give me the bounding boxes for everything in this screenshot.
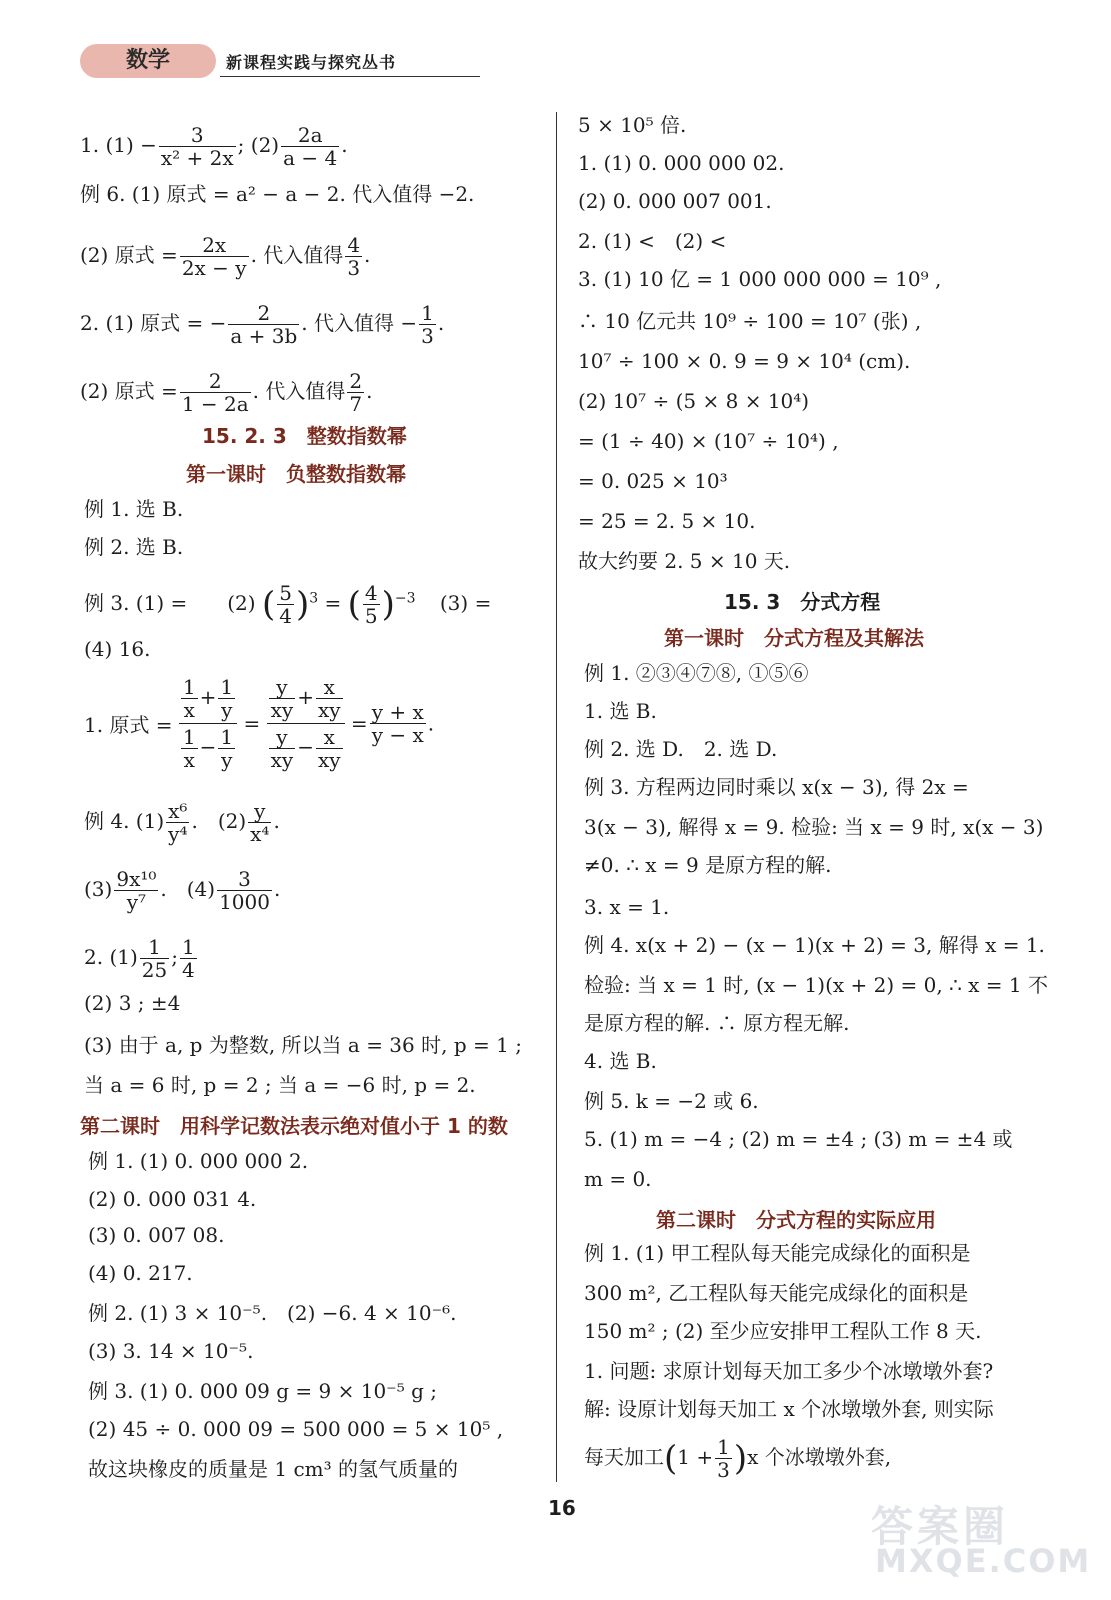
answer-line: 是原方程的解. ∴ 原方程无解. — [584, 1011, 850, 1035]
header-rule — [220, 76, 480, 77]
answer-line: (4) 0. 217. — [88, 1261, 193, 1285]
answer-line: 每天加工(1 + $\frac{1}{3}$ )x 个冰墩墩外套, — [584, 1435, 892, 1482]
answer-line: 2. (1) 原式 = − $\frac{2}{a + 3b}$ . 代入值得 − $\frac{1}{3}$ . — [80, 301, 445, 348]
answer-line: (2) 3 ; ±4 — [84, 991, 181, 1015]
answer-line: 故这块橡皮的质量是 1 cm³ 的氢气质量的 — [88, 1457, 458, 1481]
answer-line: 1. 原式 = $\frac{1}{x}$ + $\frac{1}{y}$ $\frac{1}{x}$ − $\frac{1}{y}$ = $\frac{y}{xy}$ + $\frac{x}{xy}$ $\frac{y}{xy}$ − $\frac{x}{xy}$ = $\frac{y + x}{y - x}$ . — [84, 675, 435, 772]
answer-line: (2) 0. 000 031 4. — [88, 1187, 257, 1211]
answer-line: 故大约要 2. 5 × 10 天. — [578, 549, 791, 573]
answer-line: 例 3. (1) 0. 000 09 g = 9 × 10⁻⁵ g ; — [88, 1379, 438, 1403]
lesson-heading: 第二课时 用科学记数法表示绝对值小于 1 的数 — [80, 1114, 508, 1138]
lesson-heading: 第一课时 负整数指数幂 — [186, 462, 406, 486]
answer-line: 检验: 当 x = 1 时, (x − 1)(x + 2) = 0, ∴ x = 1 不 — [584, 973, 1048, 997]
answer-line: 1. (1) 0. 000 000 02. — [578, 151, 785, 175]
answer-line: (3) 由于 a, p 为整数, 所以当 a = 36 时, p = 1 ; — [84, 1033, 522, 1057]
lesson-heading: 第二课时 分式方程的实际应用 — [656, 1208, 936, 1232]
answer-line: 1. 选 B. — [584, 699, 657, 723]
answer-line: (3) 3. 14 × 10⁻⁵. — [88, 1339, 254, 1363]
answer-line: = 0. 025 × 10³ — [578, 469, 728, 493]
answer-line: 解: 设原计划每天加工 x 个冰墩墩外套, 则实际 — [584, 1397, 994, 1421]
answer-line: (3) 0. 007 08. — [88, 1223, 225, 1247]
answer-line: 当 a = 6 时, p = 2 ; 当 a = −6 时, p = 2. — [84, 1073, 476, 1097]
answer-line: (2) 45 ÷ 0. 000 09 = 500 000 = 5 × 10⁵ , — [88, 1417, 504, 1441]
answer-line: 5 × 10⁵ 倍. — [578, 113, 687, 137]
answer-line: 3(x − 3), 解得 x = 9. 检验: 当 x = 9 时, x(x − 3) — [584, 815, 1044, 839]
answer-line: (2) 原式 = $\frac{2}{1 - 2a}$ . 代入值得 $\frac{2}{7}$ . — [80, 369, 373, 416]
answer-line: 4. 选 B. — [584, 1049, 657, 1073]
answer-line: 150 m² ; (2) 至少应安排甲工程队工作 8 天. — [584, 1319, 982, 1343]
lesson-heading: 第一课时 分式方程及其解法 — [664, 626, 924, 650]
answer-line: 3. (1) 10 亿 = 1 000 000 000 = 10⁹ , — [578, 267, 942, 291]
answer-line: 1. (1) − $\frac{3}{\text{x² + 2x}}$ ; (2) $\frac{2a}{a - 4}$ . — [80, 123, 348, 170]
answer-line: = 25 = 2. 5 × 10. — [578, 509, 756, 533]
answer-line: 2. (1) $\frac{1}{25}$ ; $\frac{1}{4}$ — [84, 935, 195, 982]
answer-line: 例 1. (1) 0. 000 000 2. — [88, 1149, 309, 1173]
answer-line: 例 4. x(x + 2) − (x − 1)(x + 2) = 3, 解得 x = 1. — [584, 933, 1045, 957]
section-heading: 15. 3 分式方程 — [724, 590, 881, 614]
answer-line: 例 3. (1) = (2) ( $\frac{5}{4}$ )$^3$ = ( $\frac{4}{5}$ )$^{-3}$ (3) = — [84, 581, 492, 628]
subject-badge: 数学 — [80, 44, 216, 78]
answer-line: (2) 10⁷ ÷ (5 × 8 × 10⁴) — [578, 389, 810, 413]
answer-line: 例 2. 选 D. 2. 选 D. — [584, 737, 778, 761]
answer-line: 例 2. (1) 3 × 10⁻⁵. (2) −6. 4 × 10⁻⁶. — [88, 1301, 457, 1325]
answer-line: ∴ 10 亿元共 10⁹ ÷ 100 = 10⁷ (张) , — [578, 309, 922, 333]
answer-line: 例 6. (1) 原式 = a² − a − 2. 代入值得 −2. — [80, 182, 475, 206]
watermark-text: 答案圈 — [871, 1502, 1010, 1551]
answer-line: 2. (1) < (2) < — [578, 229, 727, 253]
page-header — [80, 42, 400, 78]
answer-line: ≠0. ∴ x = 9 是原方程的解. — [584, 853, 832, 877]
answer-line: (4) 16. — [84, 637, 151, 661]
answer-line: 例 2. 选 B. — [84, 535, 184, 559]
answer-line: 300 m², 乙工程队每天能完成绿化的面积是 — [584, 1281, 969, 1305]
answer-line: 5. (1) m = −4 ; (2) m = ±4 ; (3) m = ±4 或 — [584, 1127, 1013, 1151]
section-heading: 15. 2. 3 整数指数幂 — [202, 424, 407, 448]
answer-line: 3. x = 1. — [584, 895, 670, 919]
answer-line: = (1 ÷ 40) × (10⁷ ÷ 10⁴) , — [578, 429, 839, 453]
answer-line: m = 0. — [584, 1167, 652, 1191]
answer-line: 例 1. 选 B. — [84, 497, 184, 521]
answer-line: 例 5. k = −2 或 6. — [584, 1089, 759, 1113]
answer-line: 例 1. (1) 甲工程队每天能完成绿化的面积是 — [584, 1241, 971, 1265]
answer-line: 例 1. ②③④⑦⑧, ①⑤⑥ — [584, 661, 809, 685]
answer-line: 例 3. 方程两边同时乘以 x(x − 3), 得 2x = — [584, 775, 969, 799]
series-title: 新课程实践与探究丛书 — [226, 53, 397, 72]
answer-line: 1. 问题: 求原计划每天加工多少个冰墩墩外套? — [584, 1359, 994, 1383]
watermark-logo — [861, 1492, 1092, 1582]
answer-line: (2) 0. 000 007 001. — [578, 189, 772, 213]
answer-line: 10⁷ ÷ 100 × 0. 9 = 9 × 10⁴ (cm). — [578, 349, 911, 373]
column-divider — [556, 112, 557, 1482]
page-number: 16 — [548, 1496, 576, 1520]
watermark-url: MXQE.COM — [875, 1542, 1092, 1580]
answer-line: (3) $\frac{\text{9x¹⁰}}{\text{y⁷}}$ . (4) $\frac{3}{1000}$ . — [84, 867, 281, 914]
answer-line: 例 4. (1) $\frac{\text{x⁶}}{\text{y⁴}}$ . (2) $\frac{y}{\text{x⁴}}$ . — [84, 799, 280, 846]
answer-line: (2) 原式 = $\frac{2x}{2x - y}$ . 代入值得 $\frac{4}{3}$ . — [80, 233, 371, 280]
